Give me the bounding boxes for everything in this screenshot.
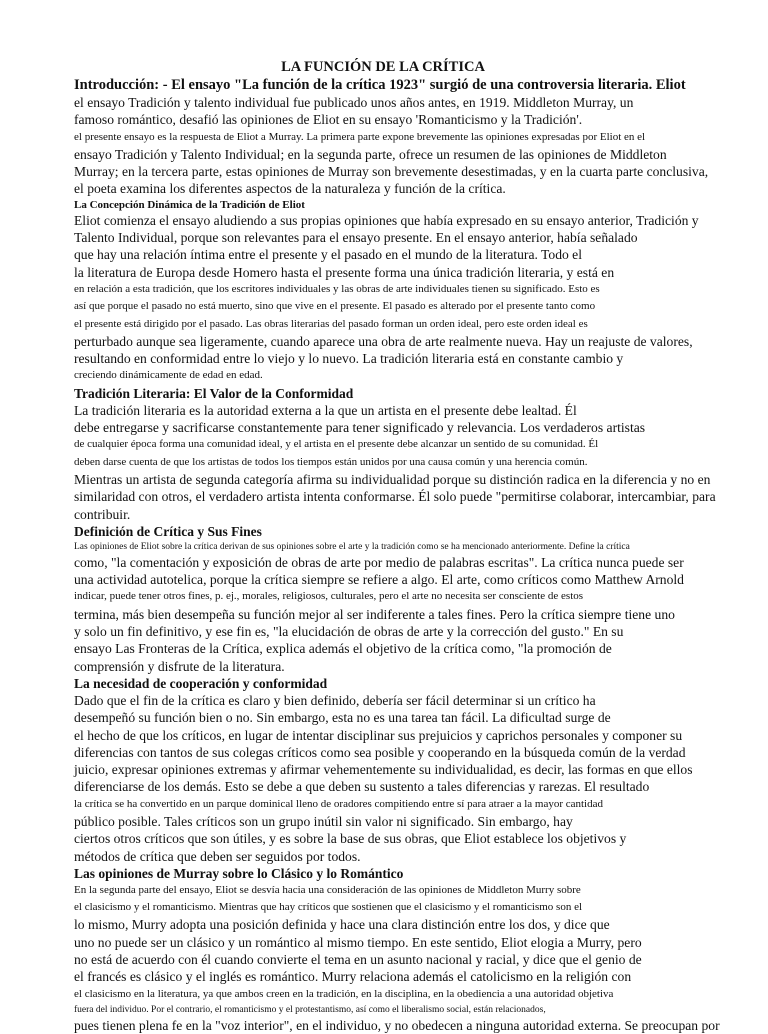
document-title: LA FUNCIÓN DE LA CRÍTICA bbox=[281, 59, 485, 75]
text-line: el clasicismo en la literatura, ya que ambos creen en la tradición, en la disciplina, en la obediencia a una autoridad objetiva bbox=[74, 987, 614, 1000]
text-line: el poeta examina los diferentes aspectos de la naturaleza y función de la crítica. bbox=[74, 181, 506, 197]
text-line: La tradición literaria es la autoridad externa a la que un artista en el presente debe lealtad. Él bbox=[74, 402, 577, 418]
text-line: el clasicismo y el romanticismo. Mientras que hay críticos que sostienen que el clasicismo y el romanticismo son el bbox=[74, 901, 583, 914]
text-line: el presente ensayo es la respuesta de Eliot a Murray. La primera parte expone brevemente las opiniones expresadas por Eliot en el bbox=[74, 130, 646, 143]
text-line: famoso romántico, desafió las opiniones de Eliot en su ensayo 'Romanticismo y la Tradición'. bbox=[74, 112, 583, 128]
text-line: deben darse cuenta de que los artistas de todos los tiempos están unidos por una causa común y una herencia común. bbox=[74, 455, 588, 468]
text-line: perturbado aunque sea ligeramente, cuando aparece una obra de arte realmente nueva. Hay un reajuste de valores, bbox=[74, 333, 693, 349]
text-line: el hecho de que los críticos, en lugar de intentar disciplinar sus prejuicios y caprichos personales y componer su bbox=[74, 727, 683, 743]
text-line: como, "la comentación y exposición de obras de arte por medio de palabras escritas". La crítica nunca puede ser bbox=[74, 554, 684, 570]
section-heading: Las opiniones de Murray sobre lo Clásico y lo Romántico bbox=[74, 865, 404, 881]
text-line: ensayo Las Fronteras de la Crítica, explica además el objetivo de la crítica como, "la promoción de bbox=[74, 641, 612, 657]
text-line: en relación a esta tradición, que los escritores individuales y las obras de arte individuales tienen su significado. Esto es bbox=[74, 282, 600, 295]
text-line: termina, más bien desempeña su función mejor al ser indiferente a tales fines. Pero la crítica siempre tiene uno bbox=[74, 606, 675, 622]
text-line: Murray; en la tercera parte, estas opiniones de Murray son brevemente desestimadas, y en la cuarta parte conclusiva, bbox=[74, 164, 709, 180]
text-line: diferencias con tantos de sus colegas críticos como sea posible y cooperando en la búsqueda común de la verdad bbox=[74, 744, 686, 760]
text-line: lo mismo, Murry adopta una posición definida y hace una clara distinción entre los dos, y dice que bbox=[74, 917, 610, 933]
text-line: así que porque el pasado no está muerto, sino que vive en el presente. El pasado es alterado por el presente tanto como bbox=[74, 300, 596, 313]
section-heading: Tradición Literaria: El Valor de la Conformidad bbox=[74, 385, 354, 401]
text-line: la crítica se ha convertido en un parque dominical lleno de oradores compitiendo entre sí para atraer a la mayor cantidad bbox=[74, 797, 603, 810]
section-heading: La Concepción Dinámica de la Tradición de Eliot bbox=[74, 198, 305, 211]
text-line: una actividad autotelica, porque la crítica siempre se refiere a algo. El arte, como críticos como Matthew Arnold bbox=[74, 572, 684, 588]
text-line: resultando en conformidad entre lo viejo y lo nuevo. La tradición literaria está en constante cambio y bbox=[74, 351, 624, 367]
text-line: comprensión y disfrute de la literatura. bbox=[74, 658, 285, 674]
text-line: Mientras un artista de segunda categoría afirma su individualidad porque su distinción radica en la diferencia y no en bbox=[74, 471, 711, 487]
text-line: pues tienen plena fe en la "voz interior", en el individuo, y no obedecen a ninguna autoridad externa. Se preocupan por bbox=[74, 1017, 720, 1033]
text-line: el francés es clásico y el inglés es romántico. Murry relaciona además el catolicismo en la religión con bbox=[74, 969, 632, 985]
document-page bbox=[74, 58, 762, 1034]
text-line: contribuir. bbox=[74, 506, 131, 522]
text-line: uno no puede ser un clásico y un romántico al mismo tiempo. En este sentido, Eliot elogia a Murry, pero bbox=[74, 934, 642, 950]
text-line: debe entregarse y sacrificarse constantemente para tener significado y relevancia. Los verdaderos artistas bbox=[74, 420, 646, 436]
text-line: juicio, expresar opiniones extremas y afirmar vehementemente su individualidad, es decir, las formas en que ellos bbox=[74, 762, 693, 778]
document-body bbox=[74, 94, 762, 1034]
text-line: ensayo Tradición y Talento Individual; en la segunda parte, ofrece un resumen de las opiniones de Middleton bbox=[74, 146, 667, 162]
text-line: En la segunda parte del ensayo, Eliot se desvía hacia una consideración de las opiniones de Middleton Murry sobre bbox=[74, 883, 581, 896]
text-line: el presente está dirigido por el pasado. Las obras literarias del pasado forman un orden ideal, pero este orden ideal es bbox=[74, 317, 588, 330]
text-line: Dado que el fin de la crítica es claro y bien definido, debería ser fácil determinar si un crítico ha bbox=[74, 692, 596, 708]
text-line: que hay una relación íntima entre el presente y el pasado en el mundo de la literatura. Todo el bbox=[74, 247, 582, 263]
text-line: Las opiniones de Eliot sobre la crítica derivan de sus opiniones sobre el arte y la tradición como se ha mencionado anteriormente. Define la crítica bbox=[74, 541, 630, 552]
text-line: ciertos otros críticos que son útiles, y es sobre la base de sus obras, que Eliot establece los objetivos y bbox=[74, 831, 627, 847]
text-line: fuera del individuo. Por el contrario, el romanticismo y el protestantismo, así como el liberalismo social, están relacionados, bbox=[74, 1004, 546, 1015]
intro-heading: Introducción: - El ensayo "La función de la crítica 1923" surgió de una controversia literaria. Eliot bbox=[74, 77, 686, 93]
text-line: diferenciarse de los demás. Esto se debe a que deben su sustento a tales diferencias y rarezas. El resultado bbox=[74, 779, 650, 795]
text-line: creciendo dinámicamente de edad en edad. bbox=[74, 369, 263, 382]
text-line: público posible. Tales críticos son un grupo inútil sin valor ni significado. Sin embargo, hay bbox=[74, 813, 573, 829]
text-line: Eliot comienza el ensayo aludiendo a sus propias opiniones que había expresado en su ensayo anterior, Tradición y bbox=[74, 212, 699, 228]
text-line: métodos de crítica que deben ser seguidos por todos. bbox=[74, 848, 361, 864]
text-line: de cualquier época forma una comunidad ideal, y el artista en el presente debe alcanzar un sentido de su comunidad. Él bbox=[74, 438, 599, 451]
text-line: indicar, puede tener otros fines, p. ej., morales, religiosos, culturales, pero el arte no necesita ser consciente de estos bbox=[74, 590, 584, 603]
section-heading: La necesidad de cooperación y conformidad bbox=[74, 675, 328, 691]
text-line: el ensayo Tradición y talento individual fue publicado unos años antes, en 1919. Middleton Murray, un bbox=[74, 95, 634, 110]
text-line: no está de acuerdo con él cuando convierte el tema en un asunto nacional y racial, y dice que el genio de bbox=[74, 952, 642, 968]
text-line: la literatura de Europa desde Homero hasta el presente forma una única tradición literaria, y está en bbox=[74, 264, 615, 280]
text-line: desempeñó su función bien o no. Sin embargo, esta no es una tarea tan fácil. La dificultad surge de bbox=[74, 710, 611, 726]
text-line: similaridad con otros, el verdadero artista intenta conformarse. Él solo puede "permitirse colaborar, intercambiar, para bbox=[74, 489, 716, 505]
text-line: Talento Individual, porque son relevantes para el ensayo presente. En el ensayo anterior, había señalado bbox=[74, 230, 638, 246]
text-line: y solo un fin definitivo, y ese fin es, "la elucidación de obras de arte y la corrección del gusto." En su bbox=[74, 624, 624, 640]
section-heading: Definición de Crítica y Sus Fines bbox=[74, 523, 262, 539]
